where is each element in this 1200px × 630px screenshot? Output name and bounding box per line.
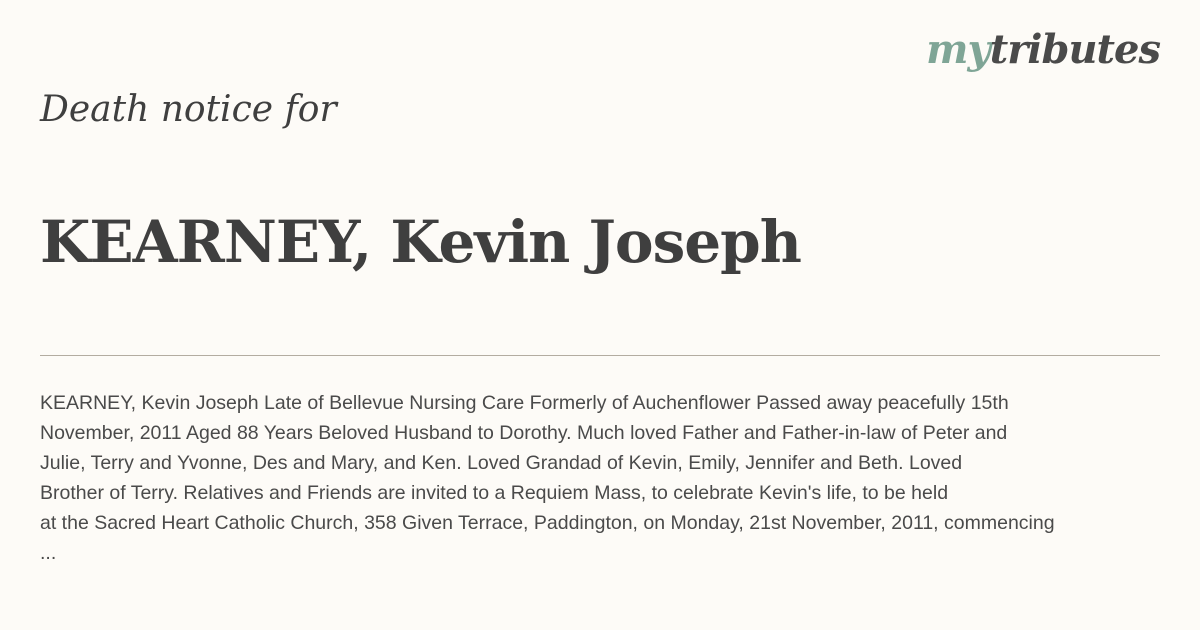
notice-line: November, 2011 Aged 88 Years Beloved Husband to Dorothy. Much loved Father and Father-in-law of Peter and: [40, 422, 1008, 444]
divider: [40, 355, 1160, 356]
notice-ellipsis: ...: [40, 542, 57, 564]
notice-text: [40, 388, 1185, 568]
notice-line: at the Sacred Heart Catholic Church, 358 Given Terrace, Paddington, on Monday, 21st November, 2011, commencing: [40, 512, 1055, 534]
logo-suffix: tributes: [989, 26, 1160, 73]
notice-line: Brother of Terry. Relatives and Friends are invited to a Requiem Mass, to celebrate Kevin's life, to be held: [40, 482, 949, 504]
deceased-name: KEARNEY, Kevin Joseph: [40, 208, 801, 276]
notice-line: Julie, Terry and Yvonne, Des and Mary, and Ken. Loved Grandad of Kevin, Emily, Jennifer and Beth. Loved: [40, 452, 963, 474]
death-notice-heading: Death notice for: [40, 89, 337, 130]
mytributes-logo[interactable]: [926, 26, 1160, 73]
logo-prefix: my: [926, 26, 990, 73]
notice-line: KEARNEY, Kevin Joseph Late of Bellevue Nursing Care Formerly of Auchenflower Passed away peacefully 15th: [40, 392, 1009, 414]
